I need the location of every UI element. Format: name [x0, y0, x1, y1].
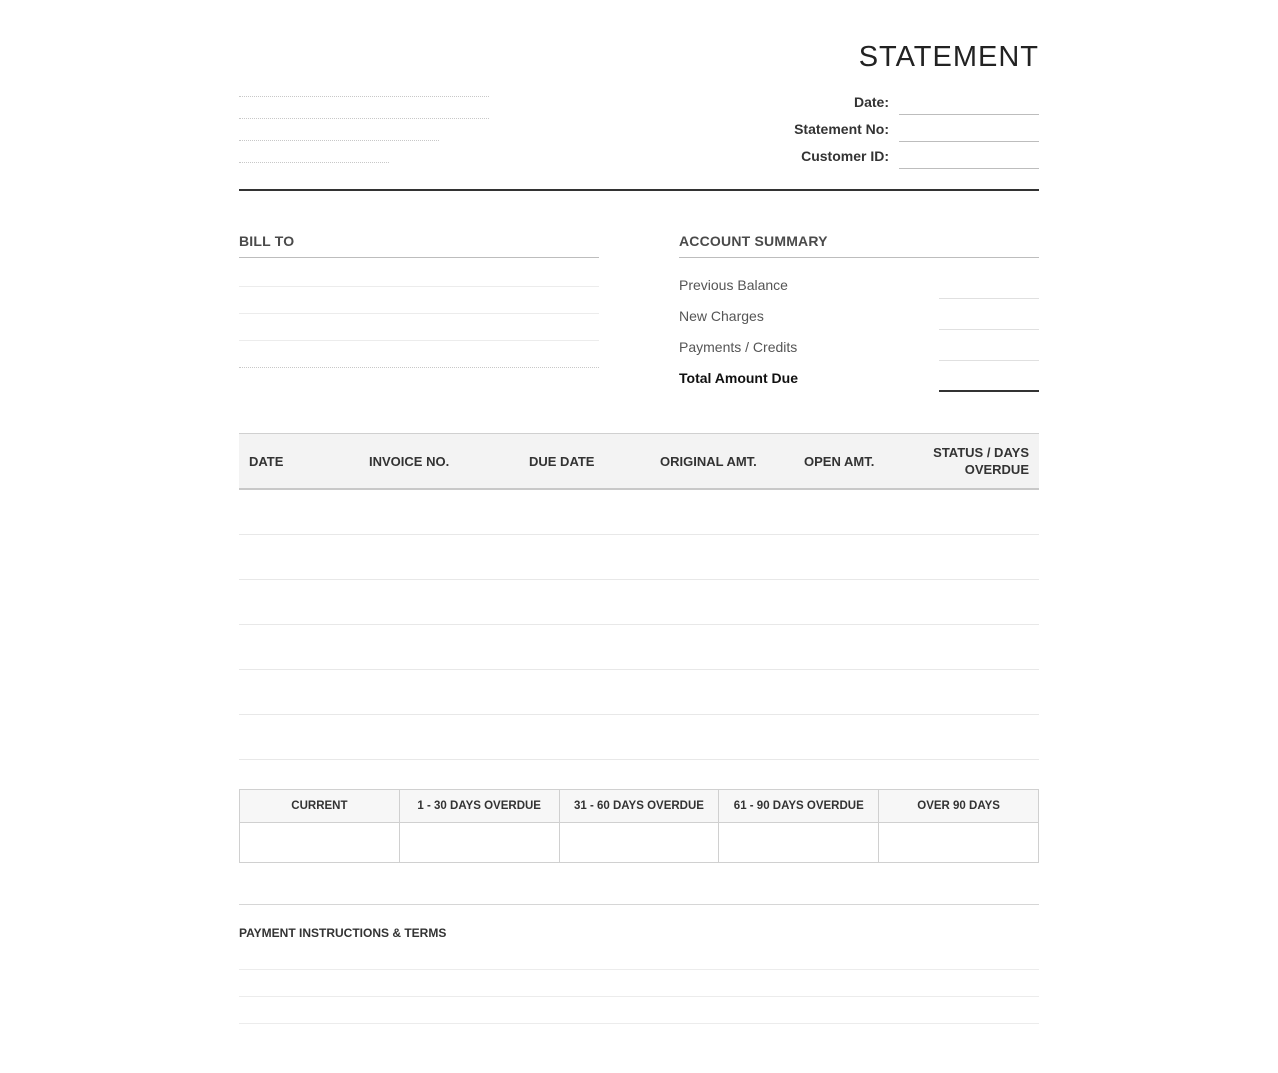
header-divider: [239, 189, 1039, 191]
aging-value-current[interactable]: [240, 823, 400, 863]
col-invoice-no: INVOICE NO.: [369, 453, 450, 469]
table-row[interactable]: [239, 625, 1039, 670]
company-phone-line[interactable]: [239, 162, 389, 163]
table-row[interactable]: [239, 535, 1039, 580]
meta-customer-id-row: [739, 146, 1039, 173]
col-original-amt: ORIGINAL AMT.: [660, 453, 757, 469]
col-open-amt: OPEN AMT.: [804, 453, 875, 469]
aging-value-1-30[interactable]: [399, 823, 559, 863]
table-row[interactable]: [239, 490, 1039, 535]
aging-col-current: CURRENT: [240, 790, 400, 823]
company-name-line[interactable]: [239, 96, 489, 97]
summary-label: Payments / Credits: [679, 339, 798, 355]
bill-to-line[interactable]: [239, 313, 599, 314]
summary-label: New Charges: [679, 308, 764, 324]
aging-col-31-60: 31 - 60 DAYS OVERDUE: [559, 790, 719, 823]
account-summary-title: ACCOUNT SUMMARY: [679, 233, 828, 249]
meta-customer-id-field[interactable]: [899, 168, 1039, 169]
invoice-table-header: [239, 433, 1039, 490]
terms-divider: [239, 904, 1039, 905]
meta-statement-no-row: [739, 119, 1039, 146]
statement-document: [239, 0, 1039, 1073]
aging-table: [239, 789, 1039, 863]
summary-row-new-charges: [679, 299, 1039, 330]
col-due-date: DUE DATE: [529, 453, 595, 469]
bill-to-line[interactable]: [239, 286, 599, 287]
meta-date-label: Date:: [853, 94, 889, 110]
document-title: STATEMENT: [858, 41, 1039, 73]
table-row[interactable]: [239, 670, 1039, 715]
aging-value-over-90[interactable]: [879, 823, 1039, 863]
bill-to-rule: [239, 257, 599, 258]
meta-statement-no-label: Statement No:: [794, 121, 889, 137]
meta-date-field[interactable]: [899, 114, 1039, 115]
summary-total-field[interactable]: [939, 390, 1039, 392]
aging-col-1-30: 1 - 30 DAYS OVERDUE: [399, 790, 559, 823]
aging-header-row: [240, 790, 1039, 823]
aging-value-61-90[interactable]: [719, 823, 879, 863]
meta-statement-no-field[interactable]: [899, 141, 1039, 142]
bill-to-line[interactable]: [239, 367, 599, 368]
aging-col-61-90: 61 - 90 DAYS OVERDUE: [719, 790, 879, 823]
meta-date-row: [739, 92, 1039, 119]
summary-label: Previous Balance: [679, 277, 788, 293]
terms-line[interactable]: [239, 1023, 1039, 1024]
terms-line[interactable]: [239, 969, 1039, 970]
summary-row-payments-credits: [679, 330, 1039, 361]
terms-title: PAYMENT INSTRUCTIONS & TERMS: [239, 926, 447, 940]
account-summary-rule: [679, 257, 1039, 258]
aging-col-over-90: OVER 90 DAYS: [879, 790, 1039, 823]
summary-total-label: Total Amount Due: [679, 370, 798, 386]
col-date: DATE: [249, 453, 284, 469]
summary-row-total-due: [679, 361, 1039, 392]
aging-value-row: [240, 823, 1039, 863]
meta-customer-id-label: Customer ID:: [801, 148, 889, 164]
company-address-line[interactable]: [239, 118, 489, 119]
bill-to-title: BILL TO: [239, 233, 295, 249]
table-row[interactable]: [239, 715, 1039, 760]
terms-line[interactable]: [239, 996, 1039, 997]
bill-to-line[interactable]: [239, 340, 599, 341]
invoice-table: [239, 433, 1039, 760]
aging-value-31-60[interactable]: [559, 823, 719, 863]
summary-row-previous-balance: [679, 268, 1039, 299]
table-row[interactable]: [239, 580, 1039, 625]
col-status: STATUS / DAYS OVERDUE: [933, 445, 1029, 477]
company-city-line[interactable]: [239, 140, 439, 141]
